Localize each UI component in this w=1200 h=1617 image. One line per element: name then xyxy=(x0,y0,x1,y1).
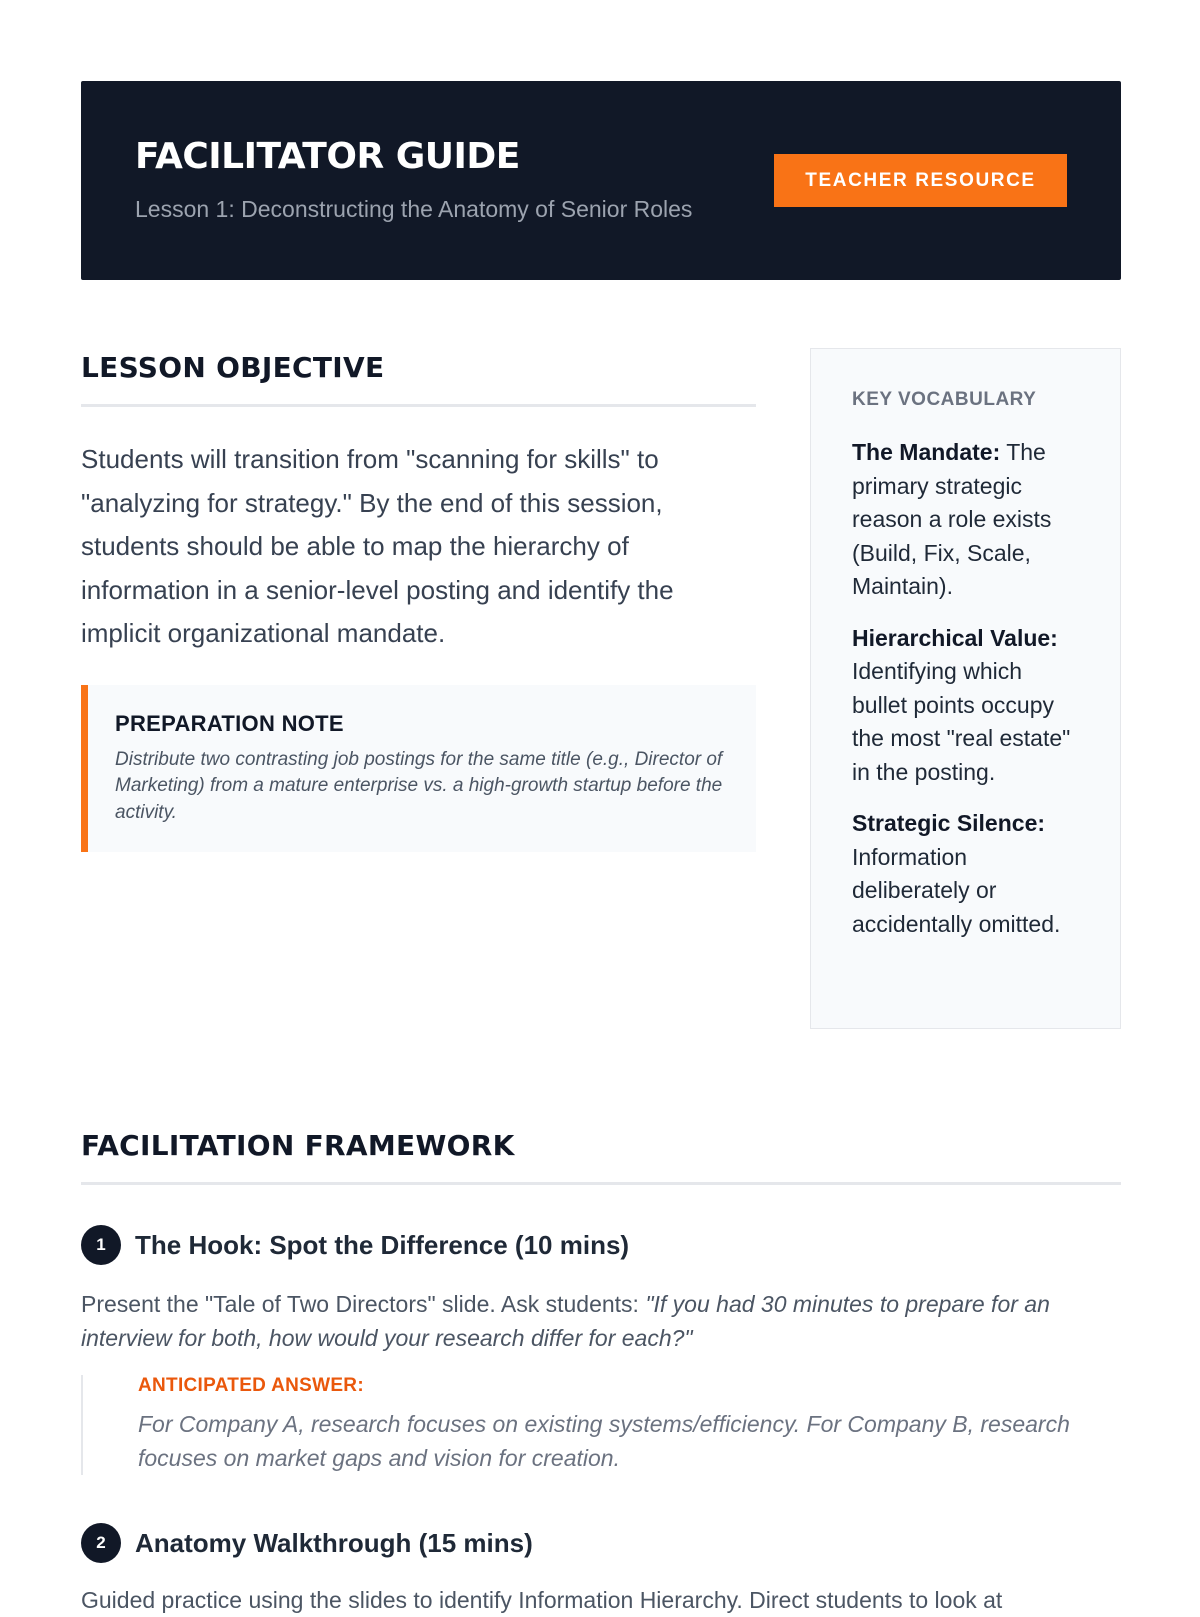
vocabulary-definition: The primary strategic reason a role exists (Build, Fix, Scale, Maintain). xyxy=(852,439,1052,599)
step-text: Present the "Tale of Two Directors" slide. Ask students: xyxy=(81,1291,639,1317)
anticipated-answer-label: ANTICIPATED ANSWER: xyxy=(138,1375,364,1396)
page-title: FACILITATOR GUIDE xyxy=(135,136,520,177)
step-title: Anatomy Walkthrough (15 mins) xyxy=(135,1527,533,1558)
vocabulary-list xyxy=(852,436,1080,941)
preparation-note-text: Distribute two contrasting job postings for the same title (e.g., Director of Marketing) from a mature enterprise vs. a high-growth startup before the activity. xyxy=(115,748,723,823)
step-number-badge: 2 xyxy=(81,1523,121,1563)
step-header xyxy=(81,1225,1121,1265)
framework-step xyxy=(81,1225,1121,1475)
vocabulary-term: The Mandate: xyxy=(852,439,1001,465)
vocabulary-definition: Information deliberately or accidentally omitted. xyxy=(852,843,1061,937)
anticipated-answer xyxy=(81,1375,1121,1475)
step-quote: "If you had 30 minutes to prepare for an interview for both, how would your research differ for each?" xyxy=(81,1291,1050,1351)
lesson-objective-text: Students will transition from "scanning for skills" to "analyzing for strategy." By the end of this session, students should be able to map the hierarchy of information in a senior-level posting and identify the implicit organizational mandate. xyxy=(81,444,674,648)
vocabulary-definition: Identifying which bullet points occupy the most "real estate" in the posting. xyxy=(852,658,1071,785)
header-banner xyxy=(81,81,1121,280)
preparation-note-title: PREPARATION NOTE xyxy=(115,710,344,736)
vocabulary-term: Hierarchical Value: xyxy=(852,624,1058,651)
vocabulary-item xyxy=(852,807,1080,941)
key-vocabulary-title: KEY VOCABULARY xyxy=(852,389,1037,410)
facilitation-framework-heading: FACILITATION FRAMEWORK xyxy=(81,1129,515,1162)
step-header xyxy=(81,1523,1121,1563)
vocabulary-term: Strategic Silence: xyxy=(852,810,1046,836)
vocabulary-item xyxy=(852,436,1080,604)
lesson-objective-heading: LESSON OBJECTIVE xyxy=(81,351,385,384)
lesson-objective-section xyxy=(81,351,756,852)
key-vocabulary-card xyxy=(810,348,1121,1029)
teacher-resource-badge: TEACHER RESOURCE xyxy=(774,154,1067,207)
vocabulary-item xyxy=(852,622,1080,790)
facilitator-guide-page xyxy=(81,81,1121,1613)
section-divider xyxy=(81,404,756,407)
facilitation-framework-section xyxy=(81,1129,1121,1617)
lesson-subtitle: Lesson 1: Deconstructing the Anatomy of Senior Roles xyxy=(135,196,693,222)
step-description: Guided practice using the slides to identify Information Hierarchy. Direct students to look at xyxy=(81,1587,1003,1613)
step-description xyxy=(81,1287,1121,1355)
framework-step xyxy=(81,1523,1121,1617)
anticipated-answer-text: For Company A, research focuses on existing systems/efficiency. For Company B, research focuses on market gaps and vision for creation. xyxy=(138,1411,1070,1471)
section-divider xyxy=(81,1182,1121,1185)
step-number-badge: 1 xyxy=(81,1225,121,1265)
preparation-note xyxy=(81,685,756,853)
step-title: The Hook: Spot the Difference (10 mins) xyxy=(135,1229,630,1260)
